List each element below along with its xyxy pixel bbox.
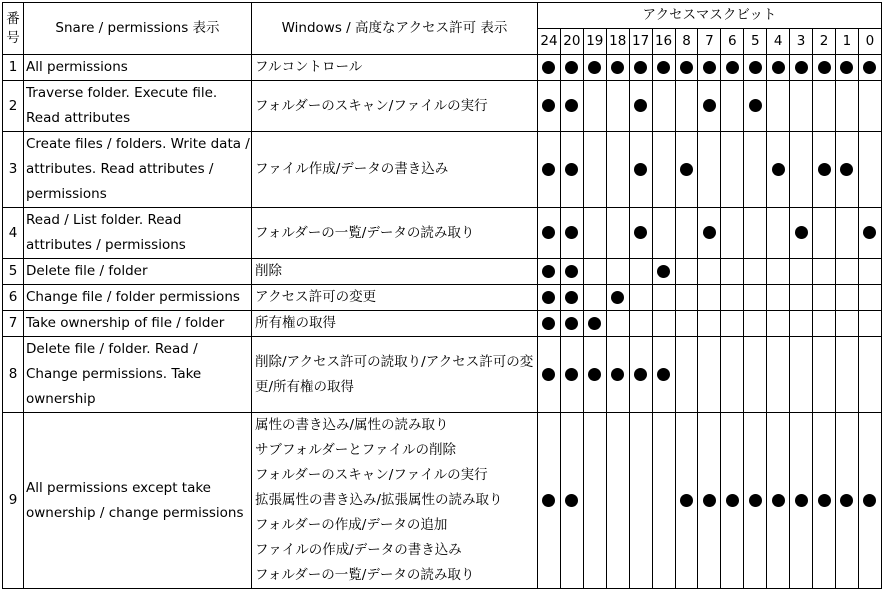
snare-permission: Take ownership of file / folder xyxy=(24,311,252,337)
mask-cell xyxy=(538,285,561,311)
bullet-icon xyxy=(863,226,876,239)
mask-cell xyxy=(767,55,790,81)
mask-cell xyxy=(858,55,881,81)
bullet-icon xyxy=(634,226,647,239)
bit-header: 3 xyxy=(790,29,813,55)
bullet-icon xyxy=(565,99,578,112)
mask-cell xyxy=(629,81,652,132)
mask-cell xyxy=(560,259,583,285)
mask-cell xyxy=(606,311,629,337)
mask-cell xyxy=(858,259,881,285)
mask-cell xyxy=(606,285,629,311)
bullet-icon xyxy=(565,163,578,176)
mask-cell xyxy=(721,81,744,132)
mask-cell xyxy=(652,285,675,311)
mask-cell xyxy=(813,208,836,259)
bullet-icon xyxy=(588,317,601,330)
table-row xyxy=(3,81,882,132)
mask-cell xyxy=(858,337,881,413)
snare-permission: Traverse folder. Execute file. Read attributes xyxy=(24,81,252,132)
bullet-icon xyxy=(726,494,739,507)
mask-cell xyxy=(538,208,561,259)
windows-permission-line: ファイルの作成/データの書き込み xyxy=(255,542,462,558)
snare-permission: All permissions except take ownership / change permissions xyxy=(24,413,252,589)
number-header: 番号 xyxy=(3,3,24,55)
bullet-icon xyxy=(588,368,601,381)
windows-permission-line: フォルダーのスキャン/ファイルの実行 xyxy=(255,97,488,114)
mask-cell xyxy=(790,337,813,413)
mask-cell xyxy=(675,311,698,337)
mask-cell xyxy=(744,259,767,285)
windows-permission xyxy=(252,413,538,589)
mask-cell xyxy=(675,285,698,311)
mask-cell xyxy=(538,337,561,413)
bullet-icon xyxy=(818,163,831,176)
bullet-icon xyxy=(565,226,578,239)
bullet-icon xyxy=(657,368,670,381)
bullet-icon xyxy=(611,368,624,381)
windows-permission-line: 削除/アクセス許可の読取り/アクセス許可の変更/所有権の取得 xyxy=(255,353,534,395)
mask-cell xyxy=(652,81,675,132)
bullet-icon xyxy=(680,61,693,74)
windows-permission-line: フォルダーのスキャン/ファイルの実行 xyxy=(255,467,488,483)
mask-cell xyxy=(790,132,813,208)
mask-cell xyxy=(698,259,721,285)
bit-header: 6 xyxy=(721,29,744,55)
bullet-icon xyxy=(634,61,647,74)
row-number: 3 xyxy=(3,132,24,208)
bullet-icon xyxy=(840,61,853,74)
table-row xyxy=(3,311,882,337)
snare-permission: Create files / folders. Write data / attributes. Read attributes / permissions xyxy=(24,132,252,208)
mask-cell xyxy=(606,81,629,132)
mask-cell xyxy=(538,81,561,132)
bullet-icon xyxy=(703,99,716,112)
mask-cell xyxy=(560,337,583,413)
mask-cell xyxy=(698,413,721,589)
bullet-icon xyxy=(657,265,670,278)
bullet-icon xyxy=(818,61,831,74)
mask-cell xyxy=(790,208,813,259)
mask-cell xyxy=(767,413,790,589)
mask-cell xyxy=(767,132,790,208)
mask-cell xyxy=(652,55,675,81)
windows-permission xyxy=(252,81,538,132)
bullet-icon xyxy=(565,368,578,381)
mask-cell xyxy=(721,55,744,81)
table-row xyxy=(3,337,882,413)
mask-cell xyxy=(675,81,698,132)
mask-cell xyxy=(835,81,858,132)
windows-permission-line: 所有権の取得 xyxy=(255,315,336,331)
windows-permission xyxy=(252,259,538,285)
bit-header: 0 xyxy=(858,29,881,55)
bullet-icon xyxy=(680,163,693,176)
bit-header: 18 xyxy=(606,29,629,55)
mask-cell xyxy=(583,55,606,81)
windows-permission-line: 削除 xyxy=(255,263,282,279)
mask-cell xyxy=(813,259,836,285)
bullet-icon xyxy=(772,163,785,176)
mask-cell xyxy=(698,285,721,311)
bullet-icon xyxy=(542,61,555,74)
windows-permission xyxy=(252,132,538,208)
mask-cell xyxy=(698,81,721,132)
row-number: 9 xyxy=(3,413,24,589)
mask-cell xyxy=(835,208,858,259)
windows-permission-line: フルコントロール xyxy=(255,59,363,75)
bullet-icon xyxy=(749,99,762,112)
mask-cell xyxy=(583,337,606,413)
mask-cell xyxy=(675,413,698,589)
row-number: 4 xyxy=(3,208,24,259)
mask-cell xyxy=(813,55,836,81)
mask-cell xyxy=(560,311,583,337)
snare-header: Snare / permissions 表示 xyxy=(24,3,252,55)
row-number: 6 xyxy=(3,285,24,311)
mask-cell xyxy=(835,55,858,81)
mask-cell xyxy=(767,337,790,413)
mask-cell xyxy=(721,311,744,337)
windows-permission xyxy=(252,55,538,81)
mask-cell xyxy=(813,311,836,337)
bit-header: 16 xyxy=(652,29,675,55)
bullet-icon xyxy=(634,99,647,112)
bullet-icon xyxy=(703,61,716,74)
mask-cell xyxy=(767,311,790,337)
mask-cell xyxy=(538,311,561,337)
mask-cell xyxy=(629,311,652,337)
mask-cell xyxy=(629,208,652,259)
mask-cell xyxy=(629,55,652,81)
windows-permission-line: フォルダーの作成/データの追加 xyxy=(255,517,448,533)
mask-cell xyxy=(560,208,583,259)
bullet-icon xyxy=(588,61,601,74)
bullet-icon xyxy=(795,61,808,74)
table-row xyxy=(3,413,882,589)
mask-cell xyxy=(744,311,767,337)
mask-cell xyxy=(698,132,721,208)
mask-cell xyxy=(767,259,790,285)
windows-permission-line: 属性の書き込み/属性の読み取り xyxy=(255,417,449,433)
mask-cell xyxy=(744,208,767,259)
windows-permission xyxy=(252,208,538,259)
mask-cell xyxy=(606,413,629,589)
access-mask-header: アクセスマスクビット xyxy=(538,3,882,29)
windows-permission-line: サブフォルダーとファイルの削除 xyxy=(255,442,457,458)
mask-cell xyxy=(538,55,561,81)
permissions-table xyxy=(2,2,882,589)
mask-cell xyxy=(583,132,606,208)
mask-cell xyxy=(813,285,836,311)
bullet-icon xyxy=(772,61,785,74)
bit-header: 1 xyxy=(835,29,858,55)
table-row xyxy=(3,259,882,285)
mask-cell xyxy=(583,311,606,337)
mask-cell xyxy=(606,55,629,81)
mask-cell xyxy=(790,285,813,311)
mask-cell xyxy=(835,285,858,311)
mask-cell xyxy=(538,132,561,208)
mask-cell xyxy=(560,285,583,311)
mask-cell xyxy=(629,413,652,589)
mask-cell xyxy=(652,413,675,589)
bullet-icon xyxy=(749,61,762,74)
bullet-icon xyxy=(840,163,853,176)
bullet-icon xyxy=(749,494,762,507)
bullet-icon xyxy=(703,226,716,239)
snare-permission: Read / List folder. Read attributes / permissions xyxy=(24,208,252,259)
mask-cell xyxy=(744,132,767,208)
mask-cell xyxy=(606,337,629,413)
mask-cell xyxy=(813,413,836,589)
windows-permission-line: アクセス許可の変更 xyxy=(255,289,377,305)
bullet-icon xyxy=(772,494,785,507)
bullet-icon xyxy=(565,494,578,507)
mask-cell xyxy=(813,81,836,132)
windows-permission xyxy=(252,311,538,337)
windows-permission-line: フォルダーの一覧/データの読み取り xyxy=(255,224,475,241)
bullet-icon xyxy=(565,317,578,330)
row-number: 2 xyxy=(3,81,24,132)
bullet-icon xyxy=(703,494,716,507)
bullet-icon xyxy=(565,265,578,278)
mask-cell xyxy=(583,259,606,285)
mask-cell xyxy=(721,208,744,259)
mask-cell xyxy=(698,208,721,259)
bullet-icon xyxy=(863,61,876,74)
row-number: 5 xyxy=(3,259,24,285)
mask-cell xyxy=(744,285,767,311)
snare-permission: Change file / folder permissions xyxy=(24,285,252,311)
bullet-icon xyxy=(542,265,555,278)
bullet-icon xyxy=(634,163,647,176)
mask-cell xyxy=(744,55,767,81)
mask-cell xyxy=(698,337,721,413)
bit-header: 17 xyxy=(629,29,652,55)
table-row xyxy=(3,132,882,208)
mask-cell xyxy=(835,413,858,589)
bit-header: 7 xyxy=(698,29,721,55)
windows-permission-line: ファイル作成/データの書き込み xyxy=(255,161,449,177)
snare-permission: Delete file / folder. Read / Change permissions. Take ownership xyxy=(24,337,252,413)
mask-cell xyxy=(583,285,606,311)
mask-cell xyxy=(606,132,629,208)
bit-header: 4 xyxy=(767,29,790,55)
bit-header: 20 xyxy=(560,29,583,55)
mask-cell xyxy=(560,55,583,81)
mask-cell xyxy=(606,208,629,259)
mask-cell xyxy=(629,259,652,285)
bit-header: 2 xyxy=(813,29,836,55)
mask-cell xyxy=(721,132,744,208)
mask-cell xyxy=(744,81,767,132)
mask-cell xyxy=(652,259,675,285)
bullet-icon xyxy=(818,494,831,507)
mask-cell xyxy=(813,337,836,413)
row-number: 1 xyxy=(3,55,24,81)
mask-cell xyxy=(790,55,813,81)
bullet-icon xyxy=(565,61,578,74)
row-number: 7 xyxy=(3,311,24,337)
bullet-icon xyxy=(542,368,555,381)
mask-cell xyxy=(675,132,698,208)
mask-cell xyxy=(629,285,652,311)
windows-permission-line: フォルダーの一覧/データの読み取り xyxy=(255,567,475,583)
mask-cell xyxy=(675,337,698,413)
bullet-icon xyxy=(565,291,578,304)
mask-cell xyxy=(652,311,675,337)
mask-cell xyxy=(858,81,881,132)
snare-permission: All permissions xyxy=(24,55,252,81)
bit-header: 5 xyxy=(744,29,767,55)
bullet-icon xyxy=(542,494,555,507)
mask-cell xyxy=(858,285,881,311)
mask-cell xyxy=(675,55,698,81)
bullet-icon xyxy=(795,226,808,239)
mask-cell xyxy=(560,132,583,208)
mask-cell xyxy=(835,337,858,413)
bullet-icon xyxy=(542,291,555,304)
mask-cell xyxy=(858,208,881,259)
mask-cell xyxy=(629,132,652,208)
mask-cell xyxy=(790,81,813,132)
mask-cell xyxy=(767,208,790,259)
mask-cell xyxy=(583,208,606,259)
windows-permission xyxy=(252,285,538,311)
bullet-icon xyxy=(542,317,555,330)
bullet-icon xyxy=(542,163,555,176)
mask-cell xyxy=(835,259,858,285)
mask-cell xyxy=(560,81,583,132)
bullet-icon xyxy=(634,368,647,381)
mask-cell xyxy=(858,413,881,589)
bullet-icon xyxy=(840,494,853,507)
mask-cell xyxy=(652,337,675,413)
bit-header: 24 xyxy=(538,29,561,55)
table-row xyxy=(3,285,882,311)
mask-cell xyxy=(721,259,744,285)
bullet-icon xyxy=(795,494,808,507)
snare-permission: Delete file / folder xyxy=(24,259,252,285)
mask-cell xyxy=(790,259,813,285)
row-number: 8 xyxy=(3,337,24,413)
mask-cell xyxy=(790,413,813,589)
mask-cell xyxy=(652,208,675,259)
mask-cell xyxy=(835,132,858,208)
mask-cell xyxy=(721,413,744,589)
mask-cell xyxy=(744,413,767,589)
bullet-icon xyxy=(542,226,555,239)
mask-cell xyxy=(538,259,561,285)
bullet-icon xyxy=(611,61,624,74)
windows-permission xyxy=(252,337,538,413)
bit-header: 8 xyxy=(675,29,698,55)
bullet-icon xyxy=(657,61,670,74)
mask-cell xyxy=(858,311,881,337)
mask-cell xyxy=(858,132,881,208)
mask-cell xyxy=(675,208,698,259)
mask-cell xyxy=(698,55,721,81)
mask-cell xyxy=(767,285,790,311)
mask-cell xyxy=(721,285,744,311)
table-row xyxy=(3,55,882,81)
mask-cell xyxy=(538,413,561,589)
mask-cell xyxy=(813,132,836,208)
mask-cell xyxy=(583,413,606,589)
mask-cell xyxy=(744,337,767,413)
bullet-icon xyxy=(680,494,693,507)
table-row xyxy=(3,208,882,259)
mask-cell xyxy=(790,311,813,337)
mask-cell xyxy=(583,81,606,132)
windows-header: Windows / 高度なアクセス許可 表示 xyxy=(252,3,538,55)
mask-cell xyxy=(606,259,629,285)
mask-cell xyxy=(652,132,675,208)
bit-header: 19 xyxy=(583,29,606,55)
bullet-icon xyxy=(863,494,876,507)
mask-cell xyxy=(675,259,698,285)
bullet-icon xyxy=(726,61,739,74)
mask-cell xyxy=(721,337,744,413)
windows-permission-line: 拡張属性の書き込み/拡張属性の読み取り xyxy=(255,492,503,508)
mask-cell xyxy=(835,311,858,337)
mask-cell xyxy=(767,81,790,132)
bullet-icon xyxy=(542,99,555,112)
mask-cell xyxy=(698,311,721,337)
bullet-icon xyxy=(611,291,624,304)
mask-cell xyxy=(560,413,583,589)
mask-cell xyxy=(629,337,652,413)
